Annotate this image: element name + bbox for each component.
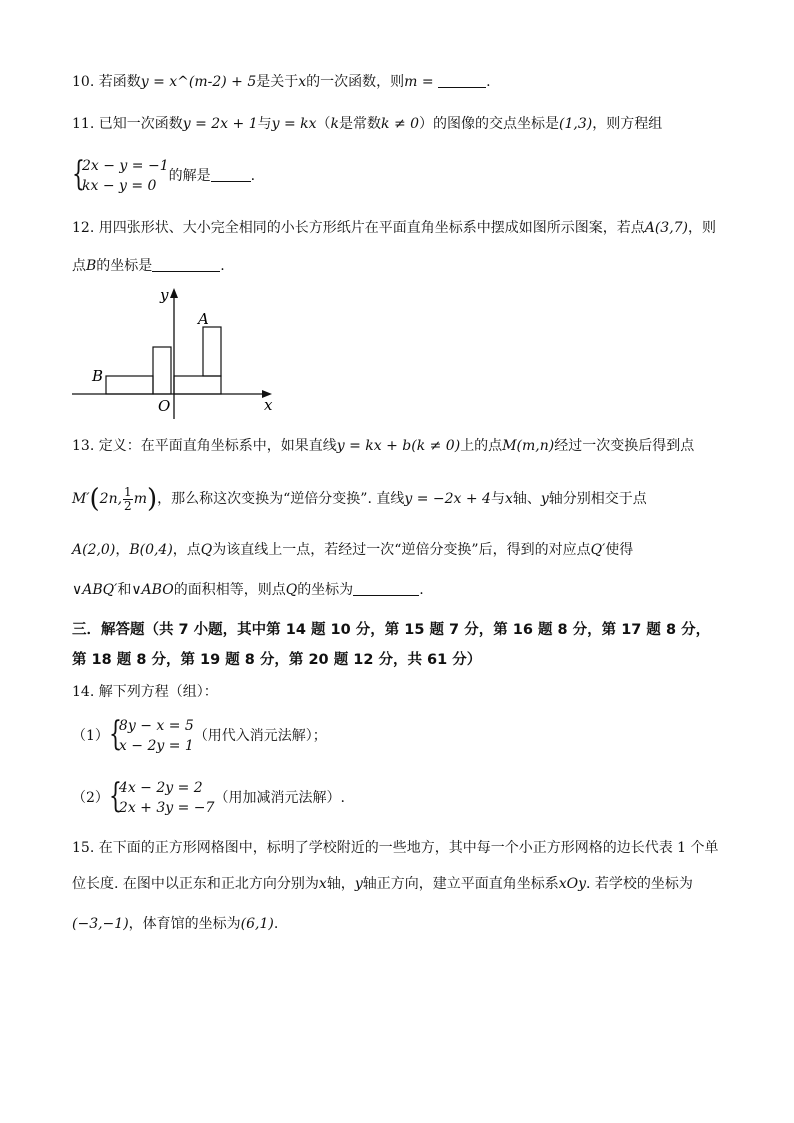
- label-a: A: [198, 310, 209, 328]
- question-11: [72, 114, 662, 134]
- question-text: ，点: [172, 542, 201, 558]
- question-text: 轴、: [512, 491, 541, 507]
- paren-close: ): [146, 484, 158, 514]
- label-x: x: [264, 396, 273, 414]
- rectangle-a: [203, 327, 221, 376]
- question-number: 14.: [72, 684, 95, 700]
- label-y: y: [160, 286, 169, 304]
- equation-row: 4x − 2y = 2: [118, 780, 203, 796]
- math-formula: y = kx + b(k ≠ 0): [336, 438, 461, 454]
- question-text: 用四张形状、大小完全相同的小长方形纸片在平面直角坐标系中摆成如图所示图案，若点: [98, 220, 645, 236]
- question-text: 为该直线上一点，若经过一次“逆倍分变换”后，得到的对应点: [212, 542, 591, 558]
- section-heading-line2: 第 18 题 8 分，第 19 题 8 分，第 20 题 12 分，共 61 分）: [72, 652, 482, 668]
- label-o: O: [158, 397, 171, 415]
- question-text: 轴分别相交于点: [548, 491, 647, 507]
- math-variable: k: [330, 116, 340, 132]
- math-variable: m =: [404, 74, 434, 90]
- punctuation: .: [419, 582, 424, 598]
- math-variable: x: [318, 876, 327, 892]
- punctuation: .: [250, 168, 256, 184]
- equation-row: 2x − y = −1: [82, 158, 169, 174]
- brace-icon: {: [108, 714, 122, 754]
- math-variable: y: [540, 491, 549, 507]
- question-number: 12.: [72, 220, 95, 236]
- math-formula: y = 2x + 1: [182, 116, 258, 132]
- question-text: ）的图像的交点坐标是: [419, 116, 560, 132]
- brace-icon: {: [108, 776, 122, 816]
- question-number: 10.: [72, 74, 95, 90]
- question-text: 经过一次变换后得到点: [554, 438, 695, 454]
- math-formula: y = kx: [271, 116, 317, 132]
- question-text: 在下面的正方形网格图中，标明了学校附近的一些地方，其中每一个小正方形网格的边长代表 1 个单: [98, 840, 719, 856]
- math-system-name: xOy: [558, 876, 587, 892]
- math-triangle: ∨ABO: [131, 582, 174, 598]
- question-text: 已知一次函数: [98, 116, 183, 132]
- math-formula: y = −2x + 4: [404, 491, 491, 507]
- punctuation: ，: [115, 542, 130, 558]
- question-text: 与: [257, 116, 272, 132]
- question-text: 的坐标为: [297, 582, 354, 598]
- math-variable: x: [504, 491, 513, 507]
- punctuation: .: [273, 916, 279, 932]
- part-note: （用加减消元法解）.: [214, 790, 345, 806]
- math-point: A(3,7): [644, 220, 689, 236]
- question-13-line4: [72, 580, 424, 600]
- question-14-part-1: [72, 716, 327, 756]
- math-point: (6,1): [240, 916, 274, 932]
- question-text: . 若学校的坐标为: [586, 876, 693, 892]
- question-text: 的解是: [168, 168, 211, 184]
- math-point: A(2,0): [72, 542, 116, 558]
- question-12: [72, 218, 716, 238]
- equation-row: kx − y = 0: [82, 178, 157, 194]
- math-point: (−3,−1): [72, 916, 129, 932]
- question-13-line2: [72, 484, 647, 514]
- rectangles-figure: [68, 284, 283, 424]
- equation-row: 8y − x = 5: [118, 718, 194, 734]
- rectangle-right-horizontal: [174, 376, 221, 394]
- brace-icon: {: [72, 154, 85, 194]
- question-11-system: [72, 156, 255, 196]
- math-triangle: ∨ABQ′: [72, 582, 118, 598]
- part-label: （2）: [72, 790, 109, 806]
- answer-blank[interactable]: [211, 167, 251, 182]
- question-text: ，体育馆的坐标为: [128, 916, 241, 932]
- question-13-line3: [72, 540, 633, 560]
- question-12-line2: [72, 256, 225, 276]
- question-text: 定义：在平面直角坐标系中，如果直线: [98, 438, 337, 454]
- question-text: 轴，: [326, 876, 355, 892]
- question-text: ，则方程组: [592, 116, 663, 132]
- equation-system: [109, 716, 194, 756]
- rectangle-b: [106, 376, 153, 394]
- answer-blank[interactable]: [353, 581, 419, 596]
- punctuation: .: [220, 258, 225, 274]
- math-point-label: Q′: [590, 542, 606, 558]
- question-text: 轴正方向，建立平面直角坐标系: [362, 876, 559, 892]
- math-variable: Q: [285, 582, 298, 598]
- question-text: 使得: [605, 542, 634, 558]
- math-variable: x: [298, 74, 307, 90]
- rectangle-left-vertical: [153, 347, 171, 394]
- answer-blank[interactable]: [152, 257, 220, 272]
- question-15: [72, 838, 719, 858]
- math-variable: B: [86, 258, 97, 274]
- section-heading: 三．解答题（共 7 小题，其中第 14 题 10 分，第 15 题 7 分，第 16 题 8 分，第 17 题 8 分，: [72, 622, 711, 638]
- math-point: B(0,4): [129, 542, 173, 558]
- math-text: 2n,: [99, 491, 123, 507]
- question-15-line3: [72, 914, 278, 934]
- math-point: (1,3): [559, 116, 593, 132]
- question-text: 位长度. 在图中以正东和正北方向分别为: [72, 876, 319, 892]
- math-formula: y = x^(m-2) + 5: [140, 74, 257, 90]
- answer-blank[interactable]: [438, 73, 486, 88]
- question-text: 解下列方程（组）：: [98, 684, 218, 700]
- equation-row: 2x + 3y = −7: [118, 800, 215, 816]
- question-number: 13.: [72, 438, 95, 454]
- fraction-denominator: 2: [124, 498, 132, 513]
- paren-open: (: [89, 484, 100, 514]
- math-variable: y: [354, 876, 363, 892]
- equation-row: x − 2y = 1: [118, 738, 194, 754]
- math-text: m: [133, 491, 147, 507]
- question-text: 的一次函数，则: [306, 74, 405, 90]
- question-13: [72, 436, 694, 456]
- math-point-label: M′: [72, 491, 90, 507]
- label-b: B: [92, 367, 104, 385]
- question-text: ，那么称这次变换为“逆倍分变换”. 直线: [157, 491, 405, 507]
- question-text: 上的点: [460, 438, 503, 454]
- question-text: 和: [117, 582, 132, 598]
- math-point: M(m,n): [502, 438, 555, 454]
- question-text: 若函数: [98, 74, 141, 90]
- part-label: （1）: [72, 728, 109, 744]
- question-14: [72, 682, 218, 702]
- question-text: ，则: [688, 220, 717, 236]
- fraction: [123, 486, 133, 513]
- question-number: 11.: [72, 116, 95, 132]
- fraction-numerator: 1: [124, 484, 132, 499]
- equation-system: [109, 778, 215, 818]
- question-text: 是关于: [256, 74, 299, 90]
- question-text: 点: [72, 258, 86, 274]
- part-note: （用代入消元法解）；: [193, 728, 327, 744]
- question-15-line2: [72, 874, 693, 894]
- question-10: [72, 72, 491, 92]
- question-14-part-2: [72, 778, 345, 818]
- equation-system: [72, 156, 169, 196]
- question-text: 是常数: [339, 116, 382, 132]
- question-text: 的面积相等，则点: [173, 582, 286, 598]
- punctuation: .: [486, 74, 491, 90]
- math-condition: k ≠ 0: [381, 116, 420, 132]
- question-text: 与: [490, 491, 505, 507]
- y-axis-arrow-icon: [170, 288, 178, 298]
- question-number: 15.: [72, 840, 95, 856]
- question-text: （: [316, 116, 331, 132]
- question-text: 的坐标是: [96, 258, 153, 274]
- math-variable: Q: [200, 542, 213, 558]
